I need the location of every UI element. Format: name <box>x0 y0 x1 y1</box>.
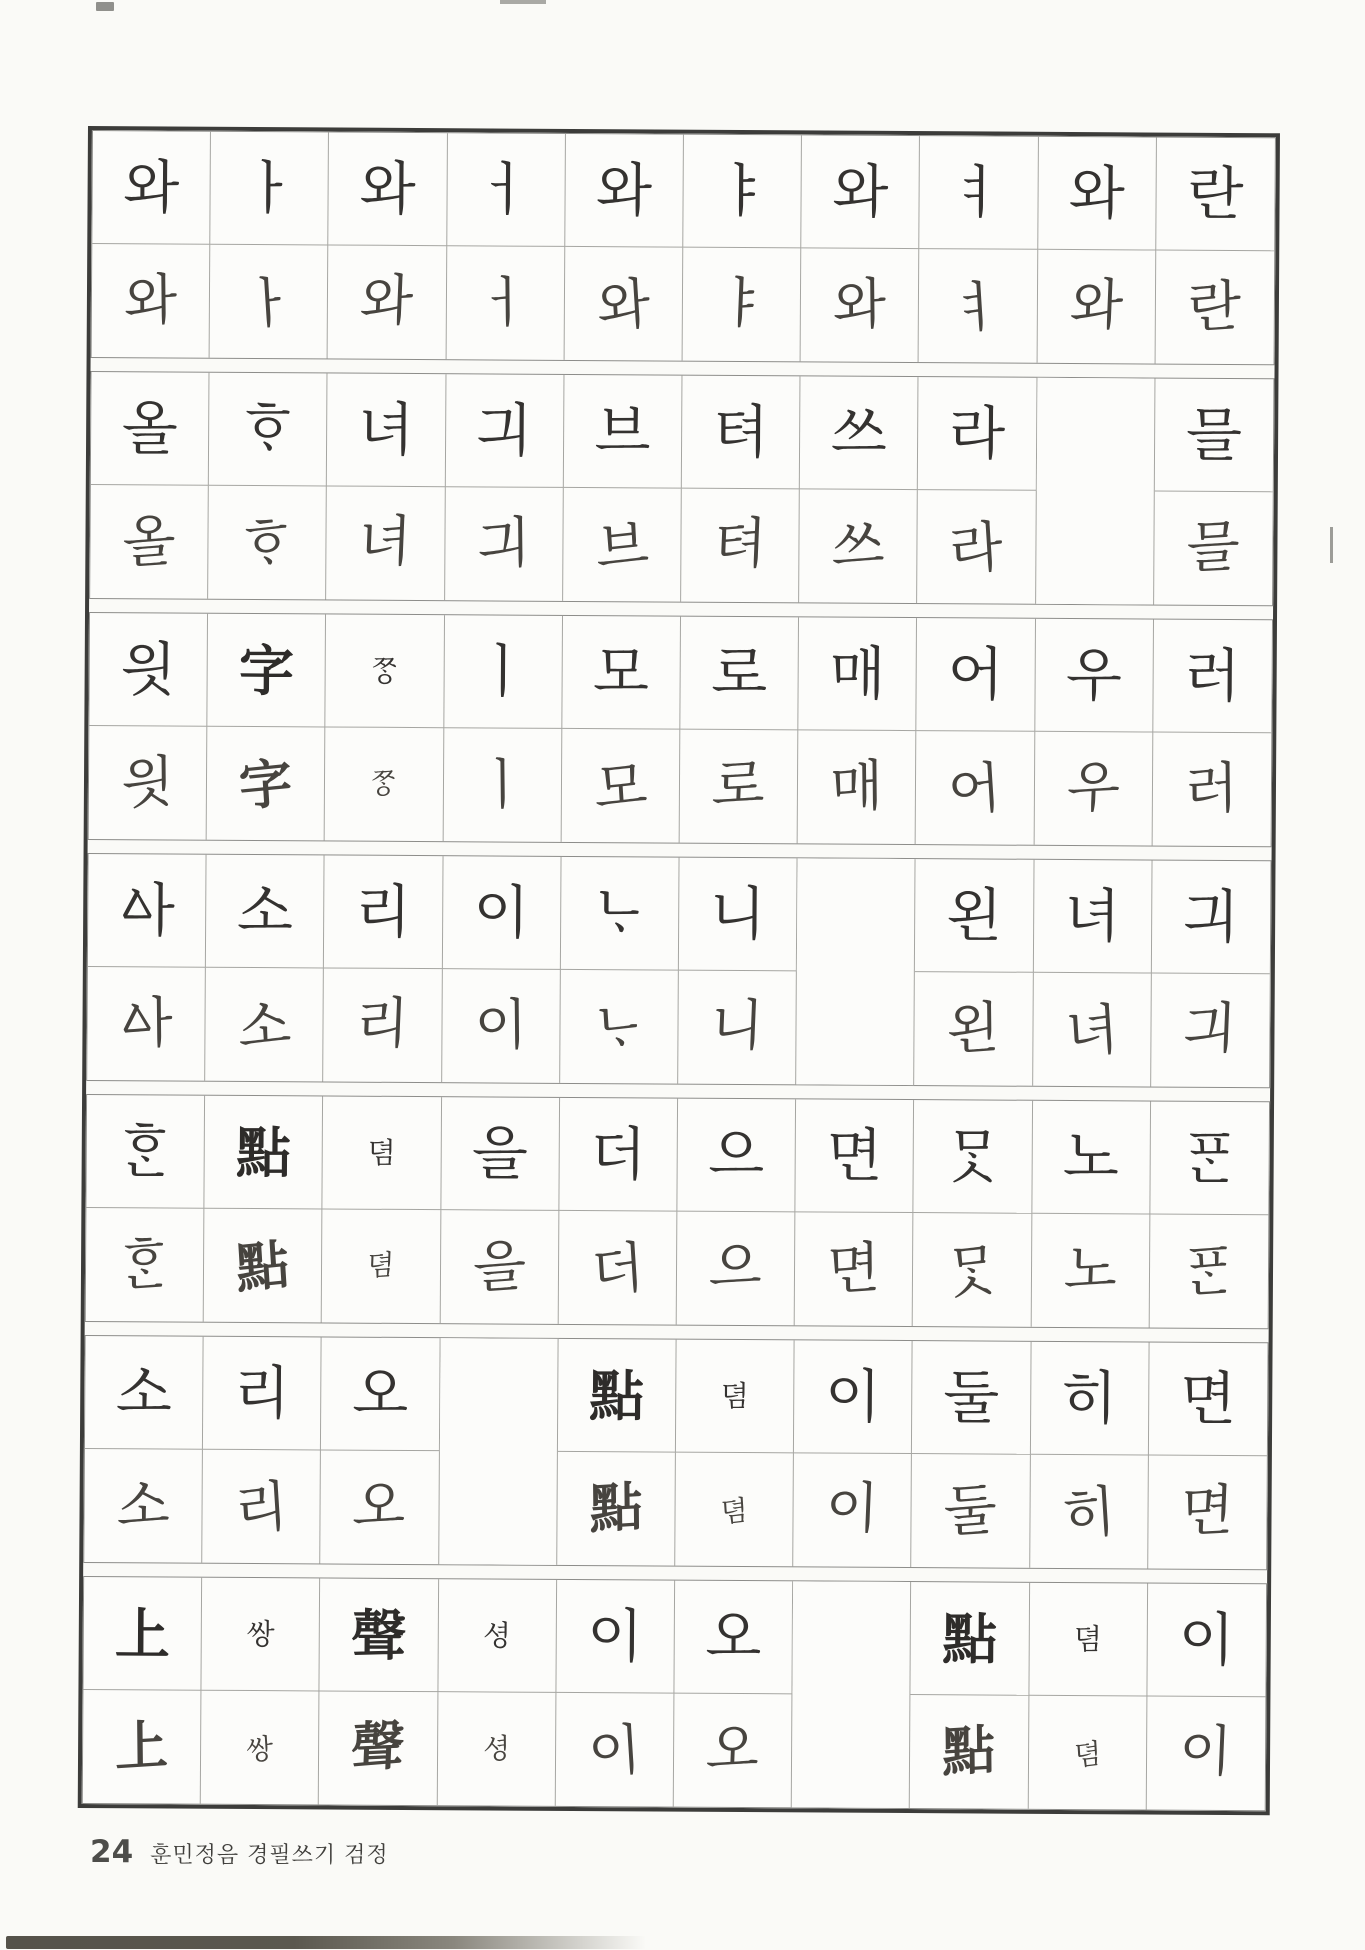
grid-cell-handwritten <box>90 485 209 599</box>
grid-cell-handwritten <box>92 244 211 358</box>
grid-cell-handwritten <box>1155 251 1274 365</box>
character-glyph: ㅣ <box>475 750 530 819</box>
grid-cell-handwritten <box>86 1208 205 1322</box>
grid-cell-printed <box>91 372 210 486</box>
character-glyph: ㅕ <box>950 158 1007 227</box>
character-glyph: 둘 <box>943 1363 1000 1432</box>
character-glyph: 쌍 <box>246 1616 275 1651</box>
character-glyph: 둘 <box>943 1476 998 1545</box>
character-glyph: 뎜 <box>720 1378 749 1413</box>
grid-cell-handwritten <box>1033 973 1152 1087</box>
grid-cell-printed <box>796 1099 915 1213</box>
grid-cell-handwritten <box>204 1209 323 1323</box>
character-glyph: 리 <box>233 1358 291 1428</box>
scan-artifact-top-line <box>500 0 546 4</box>
character-glyph: 으 <box>708 1120 765 1190</box>
page-footer <box>90 1834 389 1870</box>
character-glyph: 라 <box>948 399 1006 468</box>
grid-cell-printed <box>1033 860 1152 974</box>
character-glyph: 면 <box>826 1234 881 1303</box>
character-glyph: 쓰 <box>831 511 886 580</box>
character-glyph: 더 <box>589 1120 647 1189</box>
grid-cell-printed <box>674 1581 793 1695</box>
character-glyph: ㅕ <box>949 272 1007 343</box>
character-glyph: 을 <box>471 1119 529 1188</box>
grid-group <box>83 1335 1268 1570</box>
grid-cell-handwritten <box>89 726 208 840</box>
character-glyph: 소 <box>116 1471 171 1540</box>
grid-cell-printed <box>445 374 564 488</box>
grid-cell-printed <box>86 1095 205 1209</box>
character-glyph: 와 <box>832 157 889 226</box>
character-glyph: 이 <box>473 991 528 1060</box>
grid-cell-handwritten <box>917 490 1036 604</box>
grid-cell-handwritten <box>919 249 1038 363</box>
character-glyph: 란 <box>1187 159 1244 229</box>
grid-cell-printed <box>1155 379 1274 493</box>
grid-cell-handwritten <box>556 1693 675 1807</box>
character-glyph: 뎜 <box>367 1135 396 1170</box>
grid-cell-handwritten <box>205 968 324 1082</box>
page-number: 24 <box>90 1834 134 1870</box>
character-glyph: 이 <box>824 1475 881 1543</box>
grid-cell-printed <box>911 1582 1030 1696</box>
grid-cell-handwritten <box>328 245 447 359</box>
grid-cell-handwritten <box>1148 1456 1267 1570</box>
grid-cell-handwritten <box>83 1690 202 1804</box>
character-glyph: 읫 <box>120 748 175 817</box>
character-glyph: 더 <box>589 1234 646 1304</box>
character-glyph: 히 <box>1061 1363 1118 1433</box>
grid-cell-handwritten <box>442 969 561 1083</box>
grid-cell-printed <box>1150 1102 1269 1216</box>
character-glyph: 러 <box>1184 641 1241 711</box>
character-glyph: 오 <box>704 1715 761 1783</box>
character-glyph: 點 <box>942 1719 996 1785</box>
character-glyph: ᄂᆞ <box>591 879 648 948</box>
character-glyph: ᄆᆞᆺ <box>944 1122 1001 1191</box>
grid-group <box>91 130 1276 365</box>
character-glyph: 와 <box>832 270 887 339</box>
character-glyph: ㅓ <box>478 268 532 337</box>
grid-cell-printed <box>203 1337 322 1451</box>
character-glyph: 聲 <box>351 1602 407 1668</box>
grid-cell-handwritten <box>201 1691 320 1805</box>
character-glyph: 聲 <box>350 1715 406 1780</box>
grid-group <box>89 371 1274 606</box>
grid-cell-printed <box>326 614 445 728</box>
character-glyph: 리 <box>354 990 411 1058</box>
grid-cell-handwritten <box>674 1694 793 1808</box>
character-glyph: 이 <box>473 878 530 947</box>
grid-cell-handwritten <box>675 1453 794 1567</box>
grid-cell-handwritten <box>793 1453 912 1567</box>
character-glyph: 니 <box>709 992 766 1060</box>
character-glyph: 쓰 <box>830 398 888 467</box>
grid-cell-printed <box>556 1580 675 1694</box>
character-glyph: 녀 <box>357 395 415 464</box>
character-glyph: 왼 <box>946 994 1001 1063</box>
grid-cell-handwritten <box>912 1454 1031 1568</box>
character-glyph: ᄆᆞᆺ <box>943 1236 1001 1306</box>
character-glyph: 오 <box>705 1602 762 1672</box>
character-glyph: ㅏ <box>241 153 298 223</box>
character-glyph: 셩 <box>482 1731 510 1766</box>
grid-cell-printed <box>202 1578 321 1692</box>
character-glyph: 올 <box>122 507 176 576</box>
character-glyph: 리 <box>354 877 412 946</box>
grid-cell-handwritten <box>677 1212 796 1326</box>
grid-cell-printed <box>438 1579 557 1693</box>
character-glyph: 모 <box>592 638 650 707</box>
grid-cell-printed <box>920 136 1039 250</box>
grid-cell-printed <box>917 618 1036 732</box>
character-glyph: 點 <box>588 1362 645 1428</box>
character-glyph: 브 <box>593 511 651 581</box>
grid-group <box>85 1094 1270 1329</box>
character-glyph: 上 <box>114 1714 169 1780</box>
character-glyph: 녀 <box>1064 881 1121 951</box>
character-glyph: 뎜 <box>1072 1736 1102 1772</box>
character-glyph: 노 <box>1062 1122 1120 1192</box>
scan-artifact-right-line <box>1330 527 1333 563</box>
grid-cell-printed <box>83 1577 202 1691</box>
character-glyph: 와 <box>1068 158 1126 228</box>
grid-cell-handwritten <box>325 727 444 841</box>
grid-cell-handwritten <box>560 970 679 1084</box>
grid-cell-handwritten <box>327 486 446 600</box>
character-glyph: 라 <box>948 513 1006 584</box>
character-glyph: 매 <box>829 639 886 708</box>
character-glyph: 點 <box>235 1119 292 1185</box>
grid-cell-printed <box>321 1337 440 1451</box>
character-glyph: 믈 <box>1185 400 1243 470</box>
character-glyph: ㅑ <box>713 156 771 226</box>
grid-cell-handwritten <box>557 1452 676 1566</box>
character-glyph: 브 <box>594 397 651 466</box>
character-glyph: 와 <box>359 267 415 335</box>
grid-cell-printed <box>558 1339 677 1453</box>
character-glyph: 셩 <box>482 1617 512 1653</box>
grid-cell-printed <box>329 132 448 246</box>
character-glyph: 믈 <box>1185 513 1242 581</box>
character-glyph: 오 <box>352 1359 409 1428</box>
grid-cell-printed <box>559 1098 678 1212</box>
character-glyph: 리 <box>232 1473 290 1543</box>
grid-cell-handwritten <box>916 731 1035 845</box>
grid-cell-handwritten <box>1152 733 1271 847</box>
footer-title: 훈민정음 경필쓰기 검정 <box>150 1843 389 1868</box>
grid-cell-handwritten <box>1147 1696 1266 1810</box>
grid-cell-printed <box>918 377 1037 491</box>
grid-cell-printed <box>1156 138 1275 252</box>
character-glyph: 긔 <box>476 396 533 465</box>
character-glyph: 란 <box>1187 273 1242 341</box>
grid-cell-handwritten <box>321 1450 440 1564</box>
character-glyph: ᄒᆞ <box>239 394 297 464</box>
grid-cell-printed <box>565 134 684 248</box>
grid-cell-handwritten <box>561 729 680 843</box>
grid-cell-handwritten <box>681 489 800 603</box>
grid-cell-printed <box>794 1340 913 1454</box>
character-glyph: 뎜 <box>1073 1621 1103 1656</box>
character-glyph: 字 <box>237 752 295 819</box>
character-glyph: ᄒᆞ <box>238 509 296 579</box>
grid-cell-handwritten <box>798 730 917 844</box>
grid-cell-printed <box>206 855 325 969</box>
grid-cell-printed <box>209 373 328 487</box>
character-glyph: 이 <box>1178 1718 1234 1786</box>
grid-cell-printed <box>1030 1342 1149 1456</box>
grid-cell-printed <box>205 1096 324 1210</box>
character-glyph: 로 <box>711 638 768 708</box>
grid-group <box>82 1576 1267 1811</box>
grid-group <box>86 853 1271 1088</box>
character-glyph: 녀 <box>1063 996 1121 1066</box>
grid-cell-handwritten <box>913 1213 1032 1327</box>
grid-cell-printed <box>677 1099 796 1213</box>
grid-cell-handwritten <box>564 247 683 361</box>
character-glyph: 와 <box>123 266 178 335</box>
character-glyph: 텨 <box>712 510 768 578</box>
grid-cell-handwritten <box>440 1210 559 1324</box>
character-glyph: 이 <box>1178 1605 1235 1675</box>
character-glyph: 上 <box>114 1600 171 1667</box>
grid-cell-handwritten <box>210 245 329 359</box>
grid-cell-printed <box>682 376 801 490</box>
grid-cell-handwritten <box>910 1695 1029 1809</box>
character-glyph: ᅀᅡ <box>119 989 173 1058</box>
grid-cell-printed <box>1029 1583 1148 1697</box>
scan-artifact-bottom-band <box>6 1936 646 1949</box>
character-glyph: 텨 <box>712 397 769 467</box>
character-glyph: 어 <box>947 640 1004 709</box>
character-glyph: 올 <box>121 394 178 463</box>
character-glyph: 긔 <box>1182 882 1240 952</box>
character-glyph: 긔 <box>1182 995 1239 1063</box>
scan-artifact-top-left <box>96 2 114 11</box>
character-glyph: 면 <box>1179 1364 1237 1434</box>
grid-cell-handwritten <box>1149 1215 1268 1329</box>
character-glyph: 와 <box>359 154 416 224</box>
grid-group <box>88 612 1273 847</box>
grid-cell-handwritten <box>1037 250 1156 364</box>
grid-cell-handwritten <box>563 488 682 602</box>
character-glyph: 字 <box>238 637 295 703</box>
grid-cell-handwritten <box>1030 1455 1149 1569</box>
character-glyph: ᄍᆞᆼ <box>369 765 399 800</box>
character-glyph: 와 <box>594 270 652 340</box>
grid-cell-handwritten <box>87 967 206 1081</box>
grid-cell-printed <box>564 375 683 489</box>
grid-cell-printed <box>210 132 329 246</box>
character-glyph: 뎜 <box>366 1247 396 1282</box>
grid-cell-printed <box>683 135 802 249</box>
character-glyph: 點 <box>942 1605 998 1672</box>
grid-cell-printed <box>444 615 563 729</box>
grid-cell-empty <box>439 1338 559 1565</box>
grid-cell-printed <box>323 1096 442 1210</box>
character-glyph: 우 <box>1065 640 1123 710</box>
grid-cell-empty <box>796 858 916 1085</box>
grid-cell-printed <box>676 1340 795 1454</box>
grid-cell-handwritten <box>324 968 443 1082</box>
character-glyph: 노 <box>1062 1235 1119 1303</box>
character-glyph: ᄒᆞᆫ <box>117 1230 172 1299</box>
character-glyph: ᄒᆞᆫ <box>117 1117 174 1186</box>
character-glyph: 쌍 <box>245 1731 275 1767</box>
character-glyph: 이 <box>586 1716 644 1786</box>
character-glyph: 을 <box>472 1232 527 1301</box>
grid-cell-printed <box>1147 1584 1266 1698</box>
character-glyph: ㅏ <box>240 268 298 338</box>
grid-cell-printed <box>799 617 918 731</box>
grid-cell-printed <box>912 1341 1031 1455</box>
grid-cell-printed <box>680 617 799 731</box>
character-glyph: ㅓ <box>477 155 535 224</box>
character-glyph: 로 <box>710 751 767 819</box>
character-glyph: 면 <box>826 1121 883 1190</box>
grid-cell-handwritten <box>207 727 326 841</box>
grid-cell-handwritten <box>801 248 920 362</box>
grid-cell-handwritten <box>208 486 327 600</box>
grid-cell-printed <box>800 376 919 490</box>
grid-cell-printed <box>1038 137 1157 251</box>
character-glyph: 소 <box>235 991 293 1061</box>
grid-cell-handwritten <box>319 1691 438 1805</box>
character-glyph: 소 <box>236 876 294 946</box>
grid-cell-handwritten <box>202 1450 321 1564</box>
character-glyph: 긔 <box>476 509 531 578</box>
grid-cell-printed <box>324 855 443 969</box>
character-glyph: 뎜 <box>719 1493 749 1529</box>
grid-cell-printed <box>679 858 798 972</box>
character-glyph: 이 <box>586 1602 644 1671</box>
grid-cell-handwritten <box>322 1209 441 1323</box>
grid-cell-handwritten <box>795 1212 914 1326</box>
practice-grid <box>78 126 1280 1815</box>
character-glyph: 왼 <box>945 881 1003 950</box>
grid-cell-handwritten <box>1034 732 1153 846</box>
grid-cell-handwritten <box>683 248 802 362</box>
character-glyph: 녀 <box>357 508 414 576</box>
grid-cell-handwritten <box>1031 1214 1150 1328</box>
grid-cell-printed <box>1152 861 1271 975</box>
character-glyph: ㅣ <box>474 637 532 706</box>
character-glyph: 히 <box>1060 1478 1118 1548</box>
grid-cell-handwritten <box>437 1692 556 1806</box>
grid-cell-printed <box>88 854 207 968</box>
character-glyph: 면 <box>1179 1477 1236 1545</box>
grid-cell-handwritten <box>1151 974 1270 1088</box>
character-glyph: ᄑᆞᆫ <box>1182 1237 1236 1305</box>
character-glyph: 와 <box>1068 271 1125 339</box>
grid-cell-printed <box>320 1578 439 1692</box>
character-glyph: 으 <box>707 1233 764 1301</box>
character-glyph: 이 <box>824 1362 882 1431</box>
grid-cell-printed <box>561 857 680 971</box>
character-glyph: 매 <box>829 752 884 821</box>
character-glyph: ᄑᆞᆫ <box>1181 1123 1238 1193</box>
grid-cell-handwritten <box>84 1449 203 1563</box>
character-glyph: ㅑ <box>713 269 770 337</box>
grid-cell-handwritten <box>678 971 797 1085</box>
grid-cell-printed <box>85 1336 204 1450</box>
grid-cell-printed <box>1153 620 1272 734</box>
grid-cell-printed <box>1032 1101 1151 1215</box>
grid-cell-handwritten <box>799 489 918 603</box>
grid-cell-printed <box>914 1100 1033 1214</box>
grid-cell-printed <box>1149 1343 1268 1457</box>
grid-cell-printed <box>89 613 208 727</box>
character-glyph: 點 <box>234 1234 292 1301</box>
grid-cell-handwritten <box>1154 492 1273 606</box>
grid-cell-handwritten <box>1028 1696 1147 1810</box>
grid-cell-empty <box>792 1581 912 1808</box>
grid-cell-printed <box>442 856 561 970</box>
grid-cell-empty <box>1036 378 1156 605</box>
character-glyph: 니 <box>709 879 766 949</box>
grid-cell-handwritten <box>680 730 799 844</box>
character-glyph: ᅀᅡ <box>118 876 176 945</box>
grid-cell-printed <box>92 131 211 245</box>
grid-cell-handwritten <box>915 972 1034 1086</box>
character-glyph: ᄍᆞᆼ <box>370 653 399 688</box>
grid-cell-printed <box>441 1097 560 1211</box>
grid-cell-handwritten <box>558 1211 677 1325</box>
character-glyph: 와 <box>595 156 653 225</box>
character-glyph: 點 <box>589 1476 643 1541</box>
grid-cell-handwritten <box>445 487 564 601</box>
grid-cell-printed <box>915 859 1034 973</box>
grid-cell-printed <box>327 373 446 487</box>
character-glyph: 어 <box>946 754 1004 824</box>
grid-cell-handwritten <box>443 728 562 842</box>
character-glyph: 와 <box>122 153 180 222</box>
grid-cell-printed <box>1035 619 1154 733</box>
character-glyph: 모 <box>591 752 649 822</box>
character-glyph: ᄂᆞ <box>590 993 648 1063</box>
character-glyph: 우 <box>1065 753 1122 821</box>
grid-cell-printed <box>447 133 566 247</box>
character-glyph: 소 <box>115 1358 173 1427</box>
grid-cell-printed <box>208 614 327 728</box>
character-glyph: 러 <box>1184 755 1239 823</box>
character-glyph: 오 <box>351 1472 408 1540</box>
grid-cell-printed <box>562 616 681 730</box>
grid-cell-handwritten <box>446 246 565 360</box>
character-glyph: 읫 <box>120 635 177 704</box>
grid-cell-printed <box>801 135 920 249</box>
